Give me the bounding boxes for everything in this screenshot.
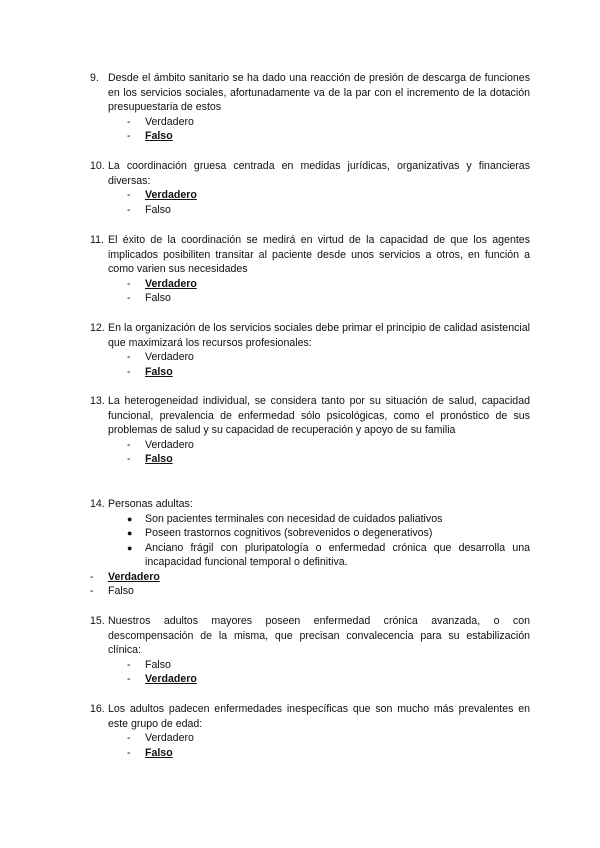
option-answer: - Verdadero (127, 277, 197, 290)
question-11 (90, 233, 530, 306)
option: - Falso (90, 585, 134, 597)
question-number: 10. (90, 160, 105, 172)
question-number: 16. (90, 703, 105, 715)
question-text: Desde el ámbito sanitario se ha dado una reacción de presión de descarga de funciones en los servicios sociales, afortunadamente va de la par con el incremento de la dotación presupuestaria de estos (108, 72, 530, 114)
answer-label: Verdadero (145, 673, 197, 686)
answer-label: Verdadero (108, 571, 160, 583)
option-answer: - Verdadero (127, 673, 197, 686)
bullet-icon: ● (127, 513, 133, 524)
option-label: Verdadero (145, 438, 194, 451)
bullet-item (90, 541, 530, 570)
option: - Falso (127, 203, 171, 216)
bullet-item (90, 526, 530, 541)
question-text: Los adultos padecen enfermedades inespecíficas que son mucho más prevalentes en este grupo de edad: (108, 703, 530, 730)
answer-label: Verdadero (145, 277, 197, 290)
answer-label: Falso (145, 746, 173, 759)
option-answer: - Falso (127, 130, 173, 143)
bullet-icon: ● (127, 528, 133, 539)
option-answer: - Verdadero (90, 571, 160, 583)
option: - Verdadero (127, 732, 194, 745)
question-13 (90, 394, 530, 467)
option: - Verdadero (127, 351, 194, 364)
option-label: Verdadero (145, 351, 194, 364)
question-text: La coordinación gruesa centrada en medidas jurídicas, organizativas y financieras diversas: (108, 160, 530, 187)
question-number: 11. (90, 234, 104, 246)
option-label: Verdadero (145, 115, 194, 128)
option: - Falso (127, 658, 171, 671)
bullet-text: Son pacientes terminales con necesidad de cuidados paliativos (145, 512, 443, 525)
answer-label: Falso (145, 453, 173, 466)
option-label: Falso (145, 203, 171, 216)
option-label: Falso (108, 585, 134, 597)
question-text: El éxito de la coordinación se medirá en virtud de la capacidad de que los agentes implicados posibiliten transitar al paciente desde unos servicios a otros, en función a como varien sus necesidades (108, 234, 530, 276)
question-16 (90, 702, 530, 760)
question-number: 12. (90, 322, 105, 334)
answer-label: Falso (145, 365, 173, 378)
option: - Falso (127, 292, 171, 305)
bullet-text: Poseen trastornos cognitivos (sobrevenidos o degenerativos) (145, 527, 433, 540)
question-9 (90, 71, 530, 144)
question-text: En la organización de los servicios sociales debe primar el principio de calidad asistencial que maximizará los recursos profesionales: (108, 322, 530, 349)
option-answer: - Falso (127, 453, 173, 466)
question-14 (90, 497, 530, 570)
option: - Verdadero (127, 438, 194, 451)
question-number: 15. (90, 615, 105, 627)
option-answer: - Verdadero (127, 189, 197, 202)
option-answer: - Falso (127, 746, 173, 759)
bullet-item (90, 512, 530, 527)
question-number: 14. (90, 498, 105, 510)
option-answer: - Falso (127, 365, 173, 378)
question-number: 9. (90, 72, 99, 84)
question-text: Nuestros adultos mayores poseen enfermedad crónica avanzada, o con descompensación de la misma, que precisan convalecencia para su estabilización clínica: (108, 615, 530, 657)
bullet-icon: ● (127, 542, 133, 553)
question-text: La heterogeneidad individual, se considera tanto por su situación de salud, capacidad funcional, prevalencia de enfermedad sólo psicológicas, como el pronóstico de sus problemas de salud y su capacidad de recuperación y apoyo de su familia (108, 395, 530, 437)
option-label: Falso (145, 658, 171, 671)
question-12 (90, 321, 530, 379)
question-10 (90, 159, 530, 217)
question-text: Personas adultas: (108, 498, 193, 510)
question-number: 13. (90, 395, 105, 407)
option-label: Falso (145, 292, 171, 305)
answer-label: Falso (145, 130, 173, 143)
option: - Verdadero (127, 115, 194, 128)
bullet-text: Anciano frágil con pluripatología o enfermedad crónica que desarrolla una incapacidad funcional temporal o definitiva. (145, 541, 530, 569)
question-15 (90, 614, 530, 687)
option-label: Verdadero (145, 732, 194, 745)
answer-label: Verdadero (145, 189, 197, 202)
